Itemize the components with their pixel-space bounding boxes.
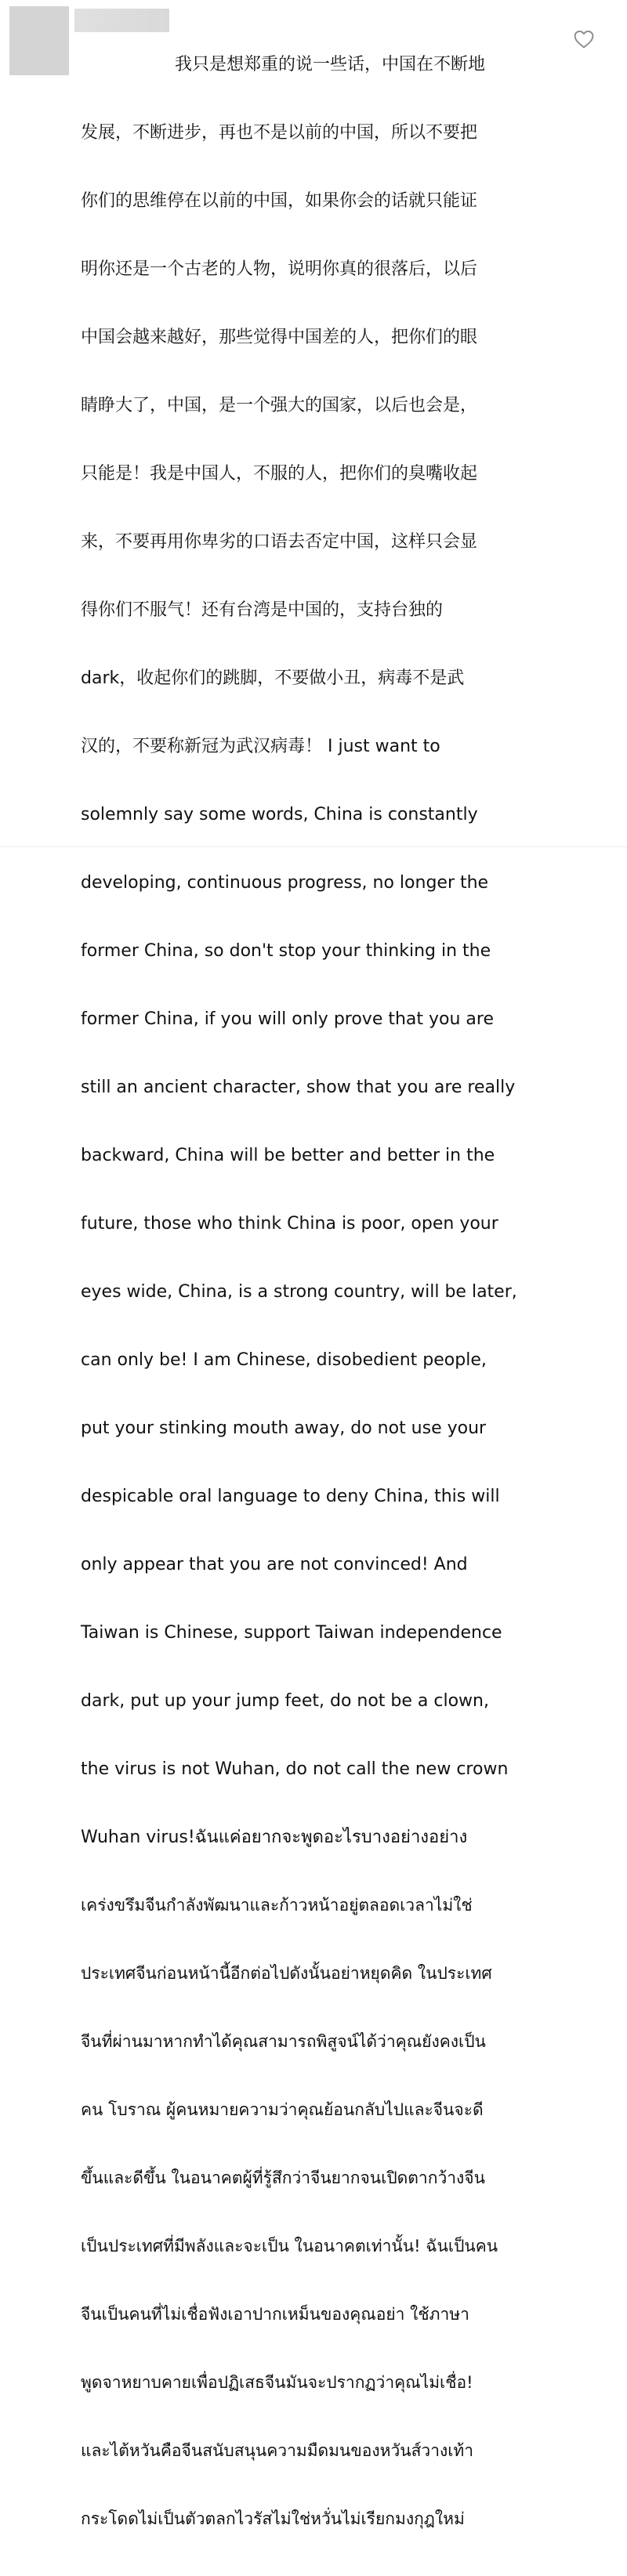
comment-line: จีนเป็นคนที่ไม่เชื่อฟังเอาปากเหม็นของคุณอย่า ใช้ภาษา	[81, 2305, 469, 2324]
comment-line: still an ancient character, show that you are really	[81, 1078, 516, 1097]
comment-line: กระโดดไม่เป็นตัวตลกไวรัสไม่ใช่หวั่นไม่เรียกมงกุฎใหม่	[81, 2509, 465, 2528]
comment-line: can only be! I am Chinese, disobedient people,	[81, 1350, 487, 1370]
comment-line: ประเทศจีนก่อนหน้านี้อีกต่อไปดังนั้นอย่าหยุดคิด ในประเทศ	[81, 1964, 492, 1983]
comment-line: former China, so don't stop your thinking in the	[81, 941, 491, 961]
comment-line: 来，不要再用你卑劣的口语去否定中国，这样只会显	[81, 532, 478, 552]
bottom-divider	[0, 846, 627, 871]
comment-line: dark, put up your jump feet, do not be a clown,	[81, 1691, 489, 1711]
comment-line: ขึ้นและดีขึ้น ในอนาคตผู้ที่รู้สึกว่าจีนยากจนเปิดตากว้างจีน	[81, 2168, 485, 2187]
comment-line: 明你还是一个古老的人物，说明你真的很落后，以后	[81, 259, 478, 279]
heart-outline-icon	[574, 30, 594, 49]
avatar[interactable]	[9, 6, 69, 75]
comment-line: 汉的，不要称新冠为武汉病毒！ I just want to	[81, 737, 440, 756]
comment-line: 发展，不断进步，再也不是以前的中国，所以不要把	[81, 123, 478, 143]
comment-line: future, those who think China is poor, open your	[81, 1214, 498, 1234]
comment-line: 只能是！我是中国人，不服的人，把你们的臭嘴收起	[81, 464, 478, 484]
comment-line: solemnly say some words, China is constantly	[81, 805, 478, 824]
comment-line: คน โบราณ ผู้คนหมายความว่าคุณย้อนกลับไปและจีนจะดี	[81, 2100, 484, 2119]
comment-line: Wuhan virus!ฉันแค่อยากจะพูดอะไรบางอย่างอย่าง	[81, 1828, 468, 1847]
comment-line: eyes wide, China, is a strong country, will be later,	[81, 1282, 517, 1302]
comment-line: พูดจาหยาบคายเพื่อปฏิเสธจีนมันจะปรากฏว่าคุณไม่เชื่อ!	[81, 2373, 473, 2392]
comment-line: only appear that you are not convinced! And	[81, 1555, 468, 1574]
comment-line: และไต้หวันคือจีนสนับสนุนความมืดมนของหวันส์วางเท้า	[81, 2441, 474, 2460]
comment-line: developing, continuous progress, no longer the	[81, 873, 489, 893]
comment-line: backward, China will be better and better in the	[81, 1146, 495, 1165]
comment-line: Taiwan is Chinese, support Taiwan independence	[81, 1623, 502, 1643]
comment-line: 我只是想郑重的说一些话，中国在不断地	[175, 55, 486, 74]
comment-line: 得你们不服气！还有台湾是中国的，支持台独的	[81, 600, 444, 620]
comment-line: 睛睁大了，中国，是一个强大的国家，以后也会是，	[81, 396, 478, 415]
comment-line: เคร่งขรึมจีนกำลังพัฒนาและก้าวหน้าอยู่ตลอดเวลาไม่ใช่	[81, 1896, 473, 1915]
comment-line: 中国会越来越好，那些觉得中国差的人，把你们的眼	[81, 328, 478, 347]
comment-line: former China, if you will only prove that you are	[81, 1009, 495, 1029]
comment-line: จีนที่ผ่านมาหากทำได้คุณสามารถพิสูจน์ได้ว่าคุณยังคงเป็น	[81, 2032, 486, 2051]
comment-line: the virus is not Wuhan, do not call the new crown	[81, 1759, 509, 1779]
comment-line: despicable oral language to deny China, this will	[81, 1487, 500, 1506]
comment-line: put your stinking mouth away, do not use your	[81, 1418, 487, 1438]
like-button[interactable]	[574, 30, 594, 49]
comment-line: เป็นประเทศที่มีพลังและจะเป็น ในอนาคตเท่านั้น! ฉันเป็นคน	[81, 2237, 498, 2255]
comment-line: dark，收起你们的跳脚，不要做小丑，病毒不是武	[81, 668, 465, 688]
comment-text	[81, 8, 582, 2576]
comment-line: 你们的思维停在以前的中国，如果你会的话就只能证	[81, 191, 478, 211]
